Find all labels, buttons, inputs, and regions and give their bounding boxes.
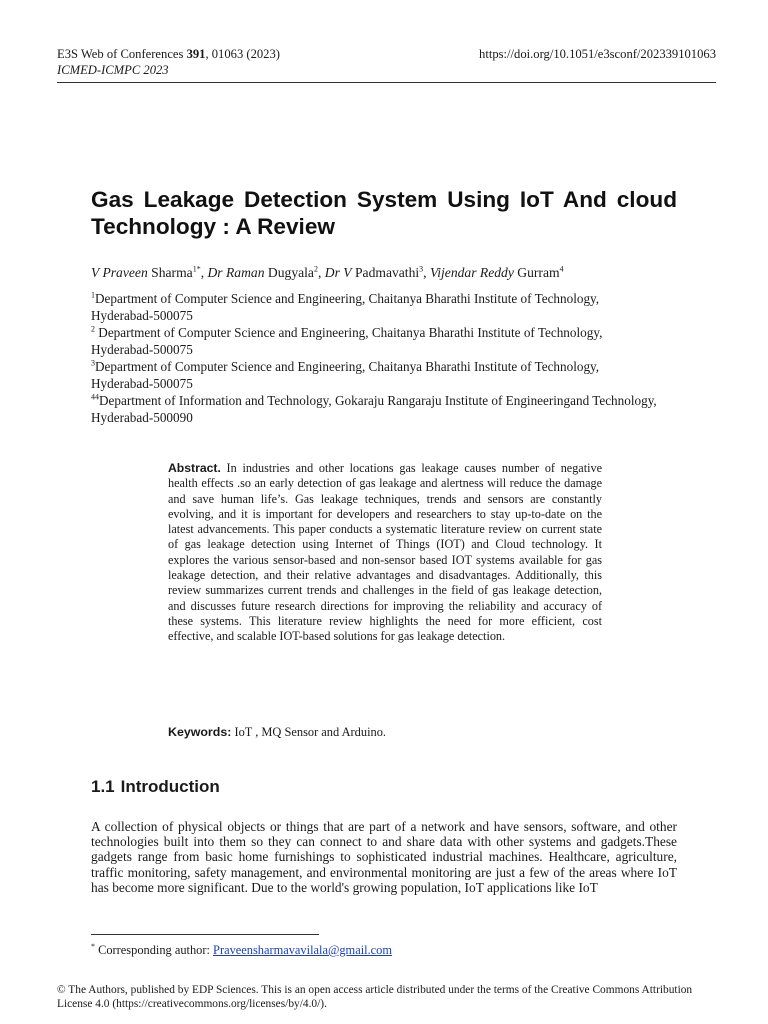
section-title: Introduction [120,777,220,796]
keywords-label: Keywords: [168,725,232,739]
footnote-divider [91,934,319,935]
keywords-text: IoT , MQ Sensor and Arduino. [231,725,387,739]
doi-link[interactable]: https://doi.org/10.1051/e3sconf/202339101063 [479,47,716,61]
abstract-label: Abstract. [168,461,221,475]
conference-name: ICMED-ICMPC 2023 [57,63,169,77]
license-statement: © The Authors, published by EDP Sciences. This is an open access article distributed under the terms of the Creative Commons Attribution License 4.0 (https://creativecommons.org/licenses/by/4.0/). [57,984,693,1010]
paper-title: Gas Leakage Detection System Using IoT And cloud Technology : A Review [91,187,677,239]
footnote: * Corresponding author: Praveensharmavavilala@gmail.com [91,941,393,957]
affiliation-list [91,290,661,426]
introduction-paragraph: A collection of physical objects or things that are part of a network and have sensors, software, and other technologies built into them so they can connect to and share data with other systems and gadgets.These gadgets range from basic home furnishings to sophisticated industrial machines. Healthcare, agriculture, traffic monitoring, safety management, and environmental monitoring are just a few of the areas where IoT has become more significant. Due to the world's growing population, IoT applications like IoT [91,819,677,895]
affiliation-3: $^3$Department of Computer Science and Engineering, Chaitanya Bharathi Institute of Technology, Hyderabad-500075 [91,358,600,391]
affiliation-1: $^1$Department of Computer Science and Engineering, Chaitanya Bharathi Institute of Technology, Hyderabad-500075 [91,290,600,323]
affiliation-2: $^2$ Department of Computer Science and Engineering, Chaitanya Bharathi Institute of Technology, Hyderabad-500075 [91,324,603,357]
affiliation-4: $^{44}$Department of Information and Technology, Gokaraju Rangaraju Institute of Engineeringand Technology, Hyderabad-500090 [91,392,657,425]
footnote-mark: * [91,941,95,951]
journal-volume: 391 [186,47,206,61]
running-header-left [57,46,280,78]
author-list: V Praveen Sharma$^{1*}$, Dr Raman Dugyala$^2$, Dr V Padmavathi$^3$, Vijendar Reddy Gurram$^4$ [91,264,564,280]
section-heading [91,777,220,797]
email-link[interactable]: Praveensharmavavilala@gmail.com [213,943,393,957]
section-number: 1.1 [91,777,115,796]
header-divider [57,82,716,83]
journal-citation: E3S Web of Conferences 391, 01063 (2023) [57,47,280,61]
keywords [168,724,386,740]
abstract-text: In industries and other locations gas leakage causes number of negative health effects .so an early detection of gas leakage and alertness will reduce the damage and save human life’s. Gas leakage techniques, trends and sensors are constantly evolving, and it is important for developers and researchers to stay up-to-date on the latest advancements. This paper conducts a systematic literature review on current state of gas leakage detection using Internet of Things (IOT) and Cloud technology. It explores the various sensor-based and non-sensor based IOT systems available for gas leakage detection, and their relative advantages and disadvantages. Additionally, this review summarizes current trends and challenges in the field of gas leakage detection, and discusses future research directions for improving the reliability and accuracy of these systems. This literature review highlights the need for more efficient, cost effective, and scalable IOT-based solutions for gas leakage detection. [168,461,602,644]
abstract [168,461,602,645]
